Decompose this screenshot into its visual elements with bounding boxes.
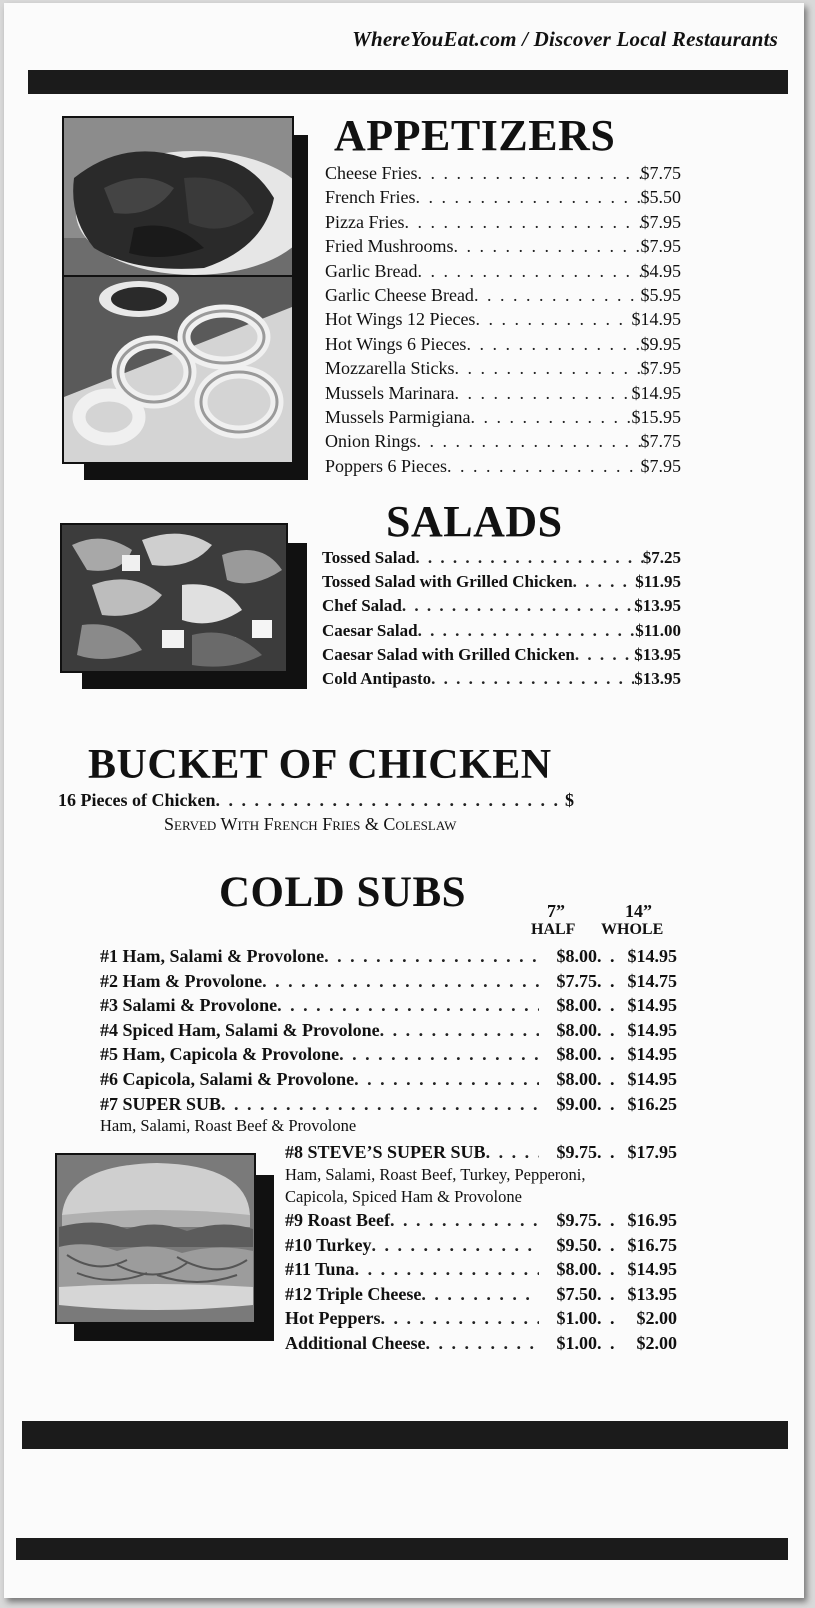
list-item: Tossed Salad . . . $7.25	[322, 548, 681, 572]
list-item: Hot Wings 6 Pieces . . . $9.95	[325, 334, 681, 358]
list-item: Pizza Fries . . . $7.95	[325, 212, 681, 236]
list-item: #4 Spiced Ham, Salami & Provolone . . . $8.00 . . . $14.95	[100, 1020, 677, 1045]
col-half-label: HALF	[531, 921, 576, 938]
list-item: Additional Cheese . . . $1.00 . . . $2.00	[285, 1333, 677, 1358]
appetizer-photo-wings	[62, 116, 294, 278]
appetizers-list	[325, 163, 681, 480]
item8-row: #8 STEVE’S SUPER SUB . . . $9.75 . . . $17.95	[285, 1142, 677, 1167]
salad-photo	[60, 523, 288, 673]
list-item: Garlic Cheese Bread . . . $5.95	[325, 285, 681, 309]
list-item: #5 Ham, Capicola & Provolone . . . $8.00 . . . $14.95	[100, 1044, 677, 1069]
bottom-divider-bar	[22, 1421, 788, 1449]
list-item: Cold Antipasto . . . $13.95	[322, 669, 681, 693]
footer-divider-bar	[16, 1538, 788, 1560]
col-whole-label: WHOLE	[601, 921, 664, 938]
list-item: #3 Salami & Provolone . . . $8.00 . . . $14.95	[100, 995, 677, 1020]
sub-sandwich-photo	[55, 1153, 256, 1324]
menu-page	[4, 3, 804, 1598]
list-item: #6 Capicola, Salami & Provolone . . . $8.00 . . . $14.95	[100, 1069, 677, 1094]
list-item: #10 Turkey . . . $9.50 . . . $16.75	[285, 1235, 677, 1260]
list-item: Garlic Bread . . . $4.95	[325, 261, 681, 285]
list-item: Poppers 6 Pieces . . . $7.95	[325, 456, 681, 480]
list-item: Tossed Salad with Grilled Chicken . . . $11.95	[322, 572, 681, 596]
col-half-size: 7”	[547, 901, 565, 921]
cold-subs-heading: COLD SUBS	[219, 869, 467, 916]
list-item: Hot Peppers . . . $1.00 . . . $2.00	[285, 1308, 677, 1333]
site-banner: WhereYouEat.com / Discover Local Restaurants	[352, 27, 778, 51]
list-item: Caesar Salad with Grilled Chicken . . . $13.95	[322, 645, 681, 669]
list-item: #1 Ham, Salami & Provolone . . . $8.00 . . . $14.95	[100, 946, 677, 971]
appetizer-photo-onion-rings	[62, 275, 294, 464]
item8-description-line2: Capicola, Spiced Ham & Provolone	[285, 1187, 522, 1206]
list-item: #7 SUPER SUB . . . $9.00 . . . $16.25	[100, 1094, 677, 1119]
list-item: French Fries . . . $5.50	[325, 187, 681, 211]
list-item: Cheese Fries . . . $7.75	[325, 163, 681, 187]
list-item: Onion Rings . . . $7.75	[325, 431, 681, 455]
bucket-item: 16 Pieces of Chicken . . . $	[58, 790, 574, 811]
col-whole-size: 14”	[625, 901, 652, 921]
bucket-note: Served With French Fries & Coleslaw	[164, 814, 457, 834]
cold-subs-list-b	[285, 1210, 677, 1358]
item8-description-line1: Ham, Salami, Roast Beef, Turkey, Pepperoni,	[285, 1165, 586, 1184]
appetizers-heading: APPETIZERS	[334, 111, 616, 160]
top-divider-bar	[28, 70, 788, 94]
item7-description: Ham, Salami, Roast Beef & Provolone	[100, 1116, 357, 1135]
list-item: #11 Tuna . . . $8.00 . . . $14.95	[285, 1259, 677, 1284]
list-item: #2 Ham & Provolone . . . $7.75 . . . $14.75	[100, 971, 677, 996]
list-item: #12 Triple Cheese . . . $7.50 . . . $13.95	[285, 1284, 677, 1309]
list-item: Mozzarella Sticks . . . $7.95	[325, 358, 681, 382]
bucket-heading: BUCKET OF CHICKEN	[88, 742, 552, 788]
list-item: Caesar Salad . . . $11.00	[322, 621, 681, 645]
list-item: Mussels Parmigiana . . . $15.95	[325, 407, 681, 431]
salads-list	[322, 548, 681, 693]
salads-heading: SALADS	[386, 497, 563, 546]
list-item: Chef Salad . . . $13.95	[322, 596, 681, 620]
list-item: Fried Mushrooms . . . $7.95	[325, 236, 681, 260]
list-item: Mussels Marinara . . . $14.95	[325, 383, 681, 407]
cold-subs-list	[100, 946, 677, 1118]
list-item: Hot Wings 12 Pieces . . . $14.95	[325, 309, 681, 333]
list-item: #9 Roast Beef . . . $9.75 . . . $16.95	[285, 1210, 677, 1235]
